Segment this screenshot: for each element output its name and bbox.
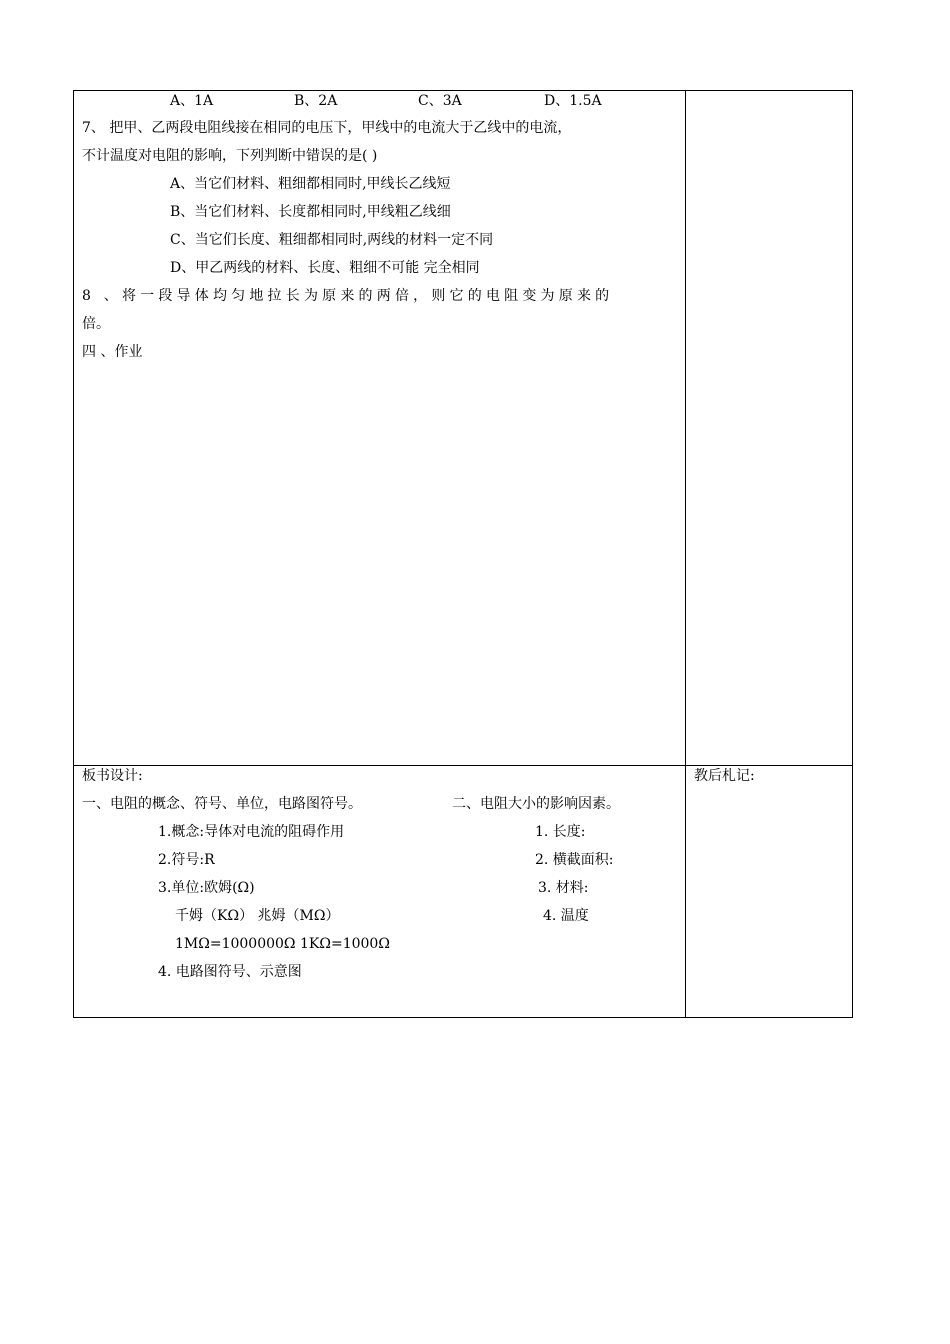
board-factor-material: 3. 材料:: [538, 880, 589, 896]
board-design-title: 板书设计:: [82, 768, 143, 784]
q7-line1: 7、 把甲、乙两段电阻线接在相同的电压下，甲线中的电流大于乙线中的电流，: [82, 120, 572, 136]
board-item-unit-conversion: 1MΩ=1000000Ω 1KΩ=1000Ω: [175, 936, 390, 952]
q8-line1: 8 、将一段导体均匀地拉长为原来的两倍，则它的电阻变为原来的: [82, 288, 614, 304]
q6-option-d: D、1.5A: [544, 93, 602, 109]
board-factor-length: 1. 长度:: [535, 824, 586, 840]
board-item-concept: 1.概念:导体对电流的阻碍作用: [158, 824, 345, 840]
board-factor-area: 2. 横截面积:: [535, 852, 614, 868]
q6-option-b: B、2A: [294, 93, 338, 109]
q7-option-d: D、甲乙两线的材料、长度、粗细不可能 完全相同: [170, 260, 480, 276]
board-item-unit-multiples: 千姆（KΩ） 兆姆（MΩ）: [175, 908, 340, 924]
row-divider: [74, 765, 852, 766]
board-right-heading: 二、电阻大小的影响因素。: [452, 796, 620, 812]
post-lesson-notes-title: 教后札记:: [694, 768, 755, 784]
q6-option-c: C、3A: [418, 93, 462, 109]
q7-line2: 不计温度对电阻的影响，下列判断中错误的是( ): [82, 148, 378, 164]
q8-line2: 倍。: [82, 316, 110, 332]
q6-option-a: A、1A: [170, 93, 214, 109]
q7-option-c: C、当它们长度、粗细都相同时,两线的材料一定不同: [170, 232, 494, 248]
board-left-heading: 一、电阻的概念、符号、单位，电路图符号。: [82, 796, 362, 812]
column-divider: [685, 91, 686, 1017]
board-item-unit: 3.单位:欧姆(Ω): [158, 880, 255, 896]
board-item-circuit-symbol: 4. 电路图符号、示意图: [158, 964, 302, 980]
lesson-plan-table: [73, 90, 853, 1018]
board-item-symbol: 2.符号:R: [158, 852, 215, 868]
q7-option-a: A、当它们材料、粗细都相同时,甲线长乙线短: [170, 176, 451, 192]
section-homework: 四 、作业: [82, 344, 143, 360]
board-factor-temperature: 4. 温度: [543, 908, 589, 924]
q7-option-b: B、当它们材料、长度都相同时,甲线粗乙线细: [170, 204, 451, 220]
